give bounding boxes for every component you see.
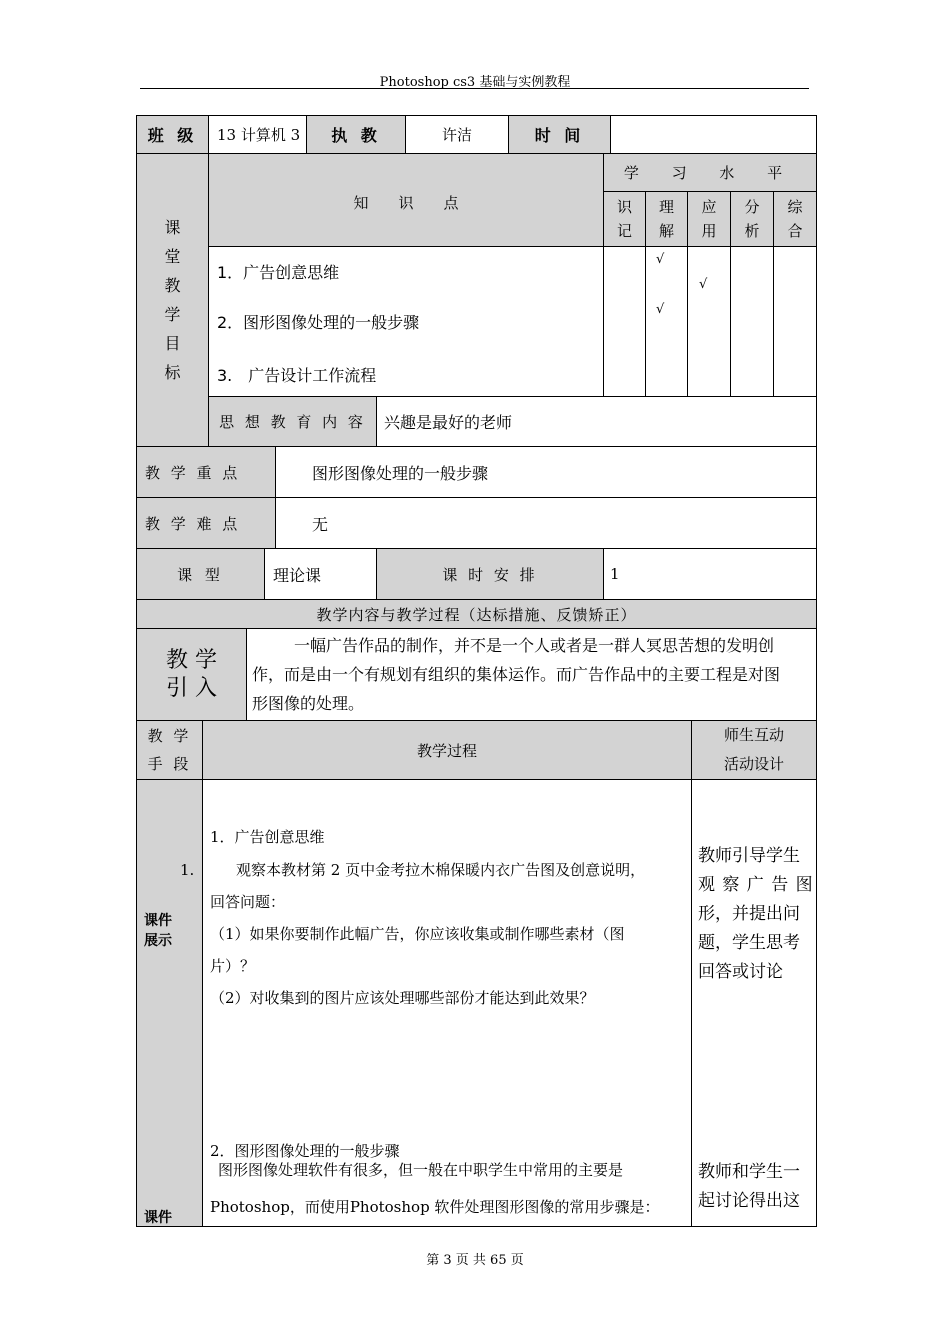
interaction-line: 教师引导学生 (698, 846, 800, 866)
means-header-line: 教 学 (147, 727, 192, 745)
interaction-line: 观 察 广 告 图 (698, 875, 814, 895)
level-cell-apply (687, 246, 731, 397)
side-char: 目 (164, 334, 181, 353)
level-understand (645, 191, 688, 247)
objective-item: 3. 广告设计工作流程 (217, 366, 377, 385)
section-line: 回答问题： (210, 893, 286, 911)
level-apply (687, 191, 731, 247)
side-char: 堂 (164, 247, 181, 266)
interaction-header (691, 720, 817, 780)
difficulty-value: 无 (275, 497, 817, 549)
class-value: 13 计算机 3 (208, 115, 307, 154)
knowledge-header: 知 识 点 (208, 153, 604, 247)
means-label: 课件 (144, 1210, 172, 1226)
time-value (610, 115, 817, 154)
ideology-value: 兴趣是最好的老师 (376, 396, 817, 447)
teacher-value: 许洁 (405, 115, 509, 154)
section-line: 图形图像处理软件有很多，但一般在中职学生中常用的主要是 (218, 1161, 624, 1179)
interaction-line: 起讨论得出这 (698, 1191, 800, 1211)
level-cell-analyze (730, 246, 774, 397)
lesson-hours-label: 课 时 安 排 (376, 548, 604, 600)
level-char: 分 (744, 198, 760, 216)
side-char: 学 (164, 305, 181, 324)
interaction-header-line: 活动设计 (723, 755, 784, 773)
level-char: 析 (744, 222, 760, 240)
level-char: 合 (787, 222, 803, 240)
level-analyze (730, 191, 774, 247)
lesson-type-value: 理论课 (264, 548, 377, 600)
level-char: 解 (658, 222, 674, 240)
section-title: 2．图形图像处理的一般步骤 (210, 1142, 400, 1160)
level-char: 记 (616, 222, 632, 240)
means-label: 展示 (144, 933, 172, 949)
header-rule (140, 88, 809, 89)
time-label: 时 间 (508, 115, 611, 154)
means-number: 1. (180, 861, 195, 879)
level-char: 综 (787, 198, 803, 216)
section-line: （2）对收集到的图片应该处理哪些部份才能达到此效果？ (210, 989, 595, 1007)
level-header: 学 习 水 平 (603, 153, 817, 192)
interaction-line: 教师和学生一 (698, 1162, 800, 1182)
side-char: 教 (164, 276, 181, 295)
section-line: Photoshop，而使用Photoshop 软件处理图形图像的常用步骤是： (210, 1198, 660, 1216)
means-column (136, 779, 203, 1227)
level-memorize (603, 191, 646, 247)
intro-label-line: 引 入 (166, 675, 217, 701)
key-point-value: 图形图像处理的一般步骤 (275, 446, 817, 498)
intro-label-line: 教 学 (166, 647, 217, 673)
interaction-line: 形，并提出问 (698, 904, 800, 924)
objective-item: 2．图形图像处理的一般步骤 (217, 313, 420, 332)
intro-line: 一幅广告作品的制作，并不是一个人或者是一群人冥思苦想的发明创 (294, 636, 775, 655)
level-char: 识 (616, 198, 632, 216)
level-char: 用 (701, 222, 717, 240)
interaction-header-line: 师生互动 (723, 726, 784, 744)
page-footer: 第 3 页 共 65 页 (426, 1253, 524, 1268)
intro-line: 作，而是由一个有规划有组织的集体运作。而广告作品中的主要工程是对图 (252, 665, 781, 684)
means-header (136, 720, 203, 780)
means-header-line: 手 段 (147, 755, 192, 773)
interaction-line: 回答或讨论 (698, 962, 783, 982)
level-cell-memorize (603, 246, 646, 397)
ideology-label: 思 想 教 育 内 容 (208, 396, 377, 447)
key-point-label: 教 学 重 点 (136, 446, 276, 498)
check-mark: √ (699, 277, 708, 292)
section-title: 1．广告创意思维 (210, 828, 325, 846)
level-cell-synthesize (773, 246, 817, 397)
level-char: 应 (701, 198, 717, 216)
interaction-line: 题，学生思考 (698, 933, 800, 953)
section-line: （1）如果你要制作此幅广告，你应该收集或制作哪些素材（图 (210, 925, 625, 943)
level-char: 理 (658, 198, 674, 216)
level-cell-understand (645, 246, 688, 397)
level-synthesize (773, 191, 817, 247)
section-line: 观察本教材第 2 页中金考拉木棉保暖内衣广告图及创意说明， (236, 861, 646, 879)
side-char: 标 (164, 363, 181, 382)
means-label: 课件 (144, 913, 172, 929)
lesson-type-label: 课 型 (136, 548, 265, 600)
check-mark: √ (656, 252, 665, 267)
difficulty-label: 教 学 难 点 (136, 497, 276, 549)
process-header: 教学过程 (202, 720, 692, 780)
teacher-label: 执 教 (306, 115, 406, 154)
page-header-title: Photoshop cs3 基础与实例教程 (379, 75, 571, 90)
objectives-side-label (136, 153, 209, 447)
section-line: 片）？ (210, 957, 256, 975)
objective-item: 1．广告创意思维 (217, 263, 340, 282)
class-label: 班 级 (136, 115, 209, 154)
process-banner: 教学内容与教学过程（达标措施、反馈矫正） (136, 599, 817, 629)
intro-label (136, 628, 247, 721)
side-char: 课 (164, 218, 181, 237)
check-mark: √ (656, 302, 665, 317)
intro-line: 形图像的处理。 (252, 694, 365, 713)
lesson-hours-value: 1 (603, 548, 817, 600)
